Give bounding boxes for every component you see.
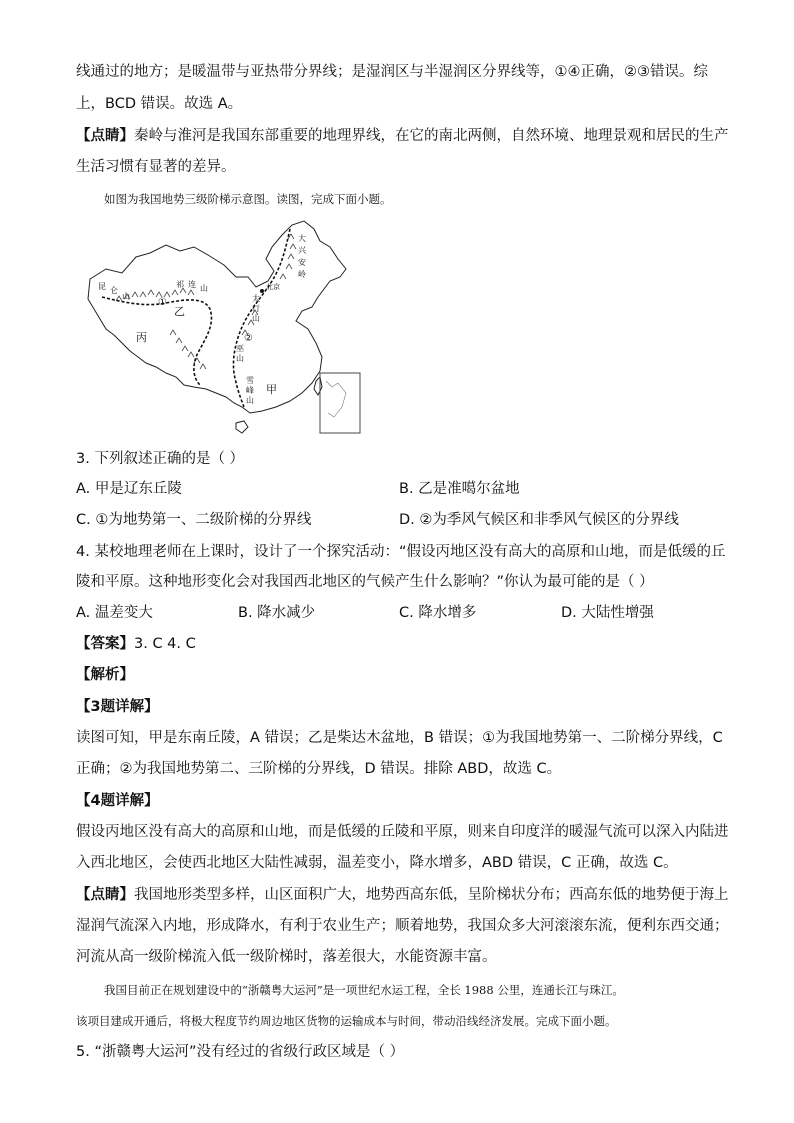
- inset-box: [320, 373, 360, 433]
- tip-line: 湿润气流深入内地，形成降水，有利于农业生产；顺着地势，我国众多大河滚滚东流，便利东西交通；: [76, 918, 729, 934]
- q4-option-c[interactable]: C. 降水增多: [399, 605, 477, 621]
- map-label: 仑: [110, 286, 118, 295]
- map-label: 山: [122, 292, 130, 301]
- map-label: 峰: [246, 386, 254, 395]
- map-label: 雪: [246, 376, 254, 385]
- q3-option-c[interactable]: C. ①为地势第一、二级阶梯的分界线: [76, 512, 312, 528]
- map-label: 山: [236, 354, 244, 363]
- taiwan-island: [314, 377, 322, 395]
- text-line: 上，BCD 错误。故选 A。: [76, 96, 243, 112]
- question-4-line: 4. 某校地理老师在上课时，设计了一个探究活动：“假设丙地区没有高大的高原和山地，而是低缓的丘: [76, 544, 726, 560]
- tip-tag: 【点睛】: [76, 887, 134, 903]
- map-label: 岭: [298, 270, 306, 279]
- map-label: 安: [298, 258, 306, 267]
- detail-4-line: 假设丙地区没有高大的高原和山地，而是低缓的丘陵和平原，则来自印度洋的暖湿气流可以深入内陆进: [76, 824, 729, 840]
- q3-option-a[interactable]: A. 甲是辽东丘陵: [76, 481, 182, 497]
- tip-line: 河流从高一级阶梯流入低一级阶梯时，落差很大，水能资源丰富。: [76, 949, 497, 965]
- detail-3-line: 读图可知，甲是东南丘陵，A 错误；乙是柴达木盆地，B 错误；①为我国地势第一、二阶梯分界线，C: [76, 730, 723, 746]
- text-line: 线通过的地方；是暖温带与亚热带分界线；是湿润区与半湿润区分界线等，①④正确，②③错误。综: [76, 64, 708, 80]
- tip-text: 秦岭与淮河是我国东部重要的地理界线，在它的南北两侧，自然环境、地理景观和居民的生产: [134, 128, 729, 144]
- q4-option-d[interactable]: D. 大陆性增强: [561, 605, 654, 621]
- tip-tag: 【点睛】: [76, 128, 134, 144]
- map-label: 北京: [266, 283, 280, 291]
- answer-text: 3. C 4. C: [134, 636, 196, 652]
- beijing-marker: [260, 289, 264, 293]
- q3-option-b[interactable]: B. 乙是准噶尔盆地: [399, 481, 520, 497]
- q4-option-a[interactable]: A. 温差变大: [76, 605, 153, 621]
- map-label: 兴: [298, 246, 306, 255]
- map-label: 山: [246, 396, 254, 405]
- step-boundary-2: [233, 229, 290, 407]
- map-label: 山: [200, 284, 208, 293]
- map-label: 连: [188, 280, 196, 289]
- canal-intro-line: 该项目建成开通后，将极大程度节约周边地区货物的运输成本与时间，带动沿线经济发展。完成下面小题。: [76, 1014, 617, 1028]
- map-label: 祁: [176, 280, 184, 289]
- map-label: 行: [252, 304, 260, 313]
- question-4-line: 陵和平原。这种地形变化会对我国西北地区的气候产生什么影响？”你认为最可能的是（ ）: [76, 574, 654, 590]
- tip-line: [76, 126, 729, 146]
- map-label: 大: [298, 234, 306, 243]
- tip-text: 我国地形类型多样，山区面积广大，地势西高东低，呈阶梯状分布；西高东低的地势便于海上: [134, 887, 729, 903]
- map-label: 乙: [174, 305, 185, 318]
- q4-option-b[interactable]: B. 降水减少: [238, 605, 316, 621]
- tip-line: [76, 885, 729, 905]
- canal-intro-line: 我国目前正在规划建设中的“浙赣粤大运河”是一项世纪水运工程，全长 1988 公里，连通长江与珠江。: [104, 983, 624, 997]
- detail-4-title: 【4题详解】: [76, 793, 159, 809]
- detail-3-line: 正确；②为我国地势第二、三阶梯的分界线，D 错误。排除 ABD，故选 C。: [76, 761, 562, 777]
- answer-tag: 【答案】: [76, 636, 134, 652]
- answer-line: [76, 634, 726, 654]
- map-label: 山: [252, 314, 260, 323]
- hainan-island: [236, 421, 248, 433]
- detail-4-line: 入西北地区，会使西北地区大陆性减弱，温差变小，降水增多，ABD 错误，C 正确，故选 C。: [76, 855, 678, 871]
- map-label: ①: [158, 297, 167, 308]
- map-label: 丙: [136, 331, 147, 344]
- question-3-stem: 3. 下列叙述正确的是（ ）: [76, 451, 245, 467]
- map-label: 太: [252, 294, 260, 303]
- detail-3-title: 【3题详解】: [76, 699, 159, 715]
- map-label: 昆: [98, 282, 106, 291]
- map-label: ②: [244, 333, 253, 344]
- china-outline: [88, 221, 346, 413]
- question-5-stem: 5. “浙赣粤大运河”没有经过的省级行政区域是（ ）: [76, 1044, 405, 1060]
- step-boundary-1: [102, 297, 211, 385]
- terrain-map: [76, 217, 368, 439]
- map-label: 巫: [236, 344, 244, 353]
- map-intro: 如图为我国地势三级阶梯示意图。读图，完成下面小题。: [104, 192, 392, 206]
- map-label: 甲: [266, 383, 277, 396]
- analysis-title: 【解析】: [76, 667, 134, 683]
- q3-option-d[interactable]: D. ②为季风气候区和非季风气候区的分界线: [399, 512, 679, 528]
- text-line: 生活习惯有显著的差异。: [76, 159, 236, 175]
